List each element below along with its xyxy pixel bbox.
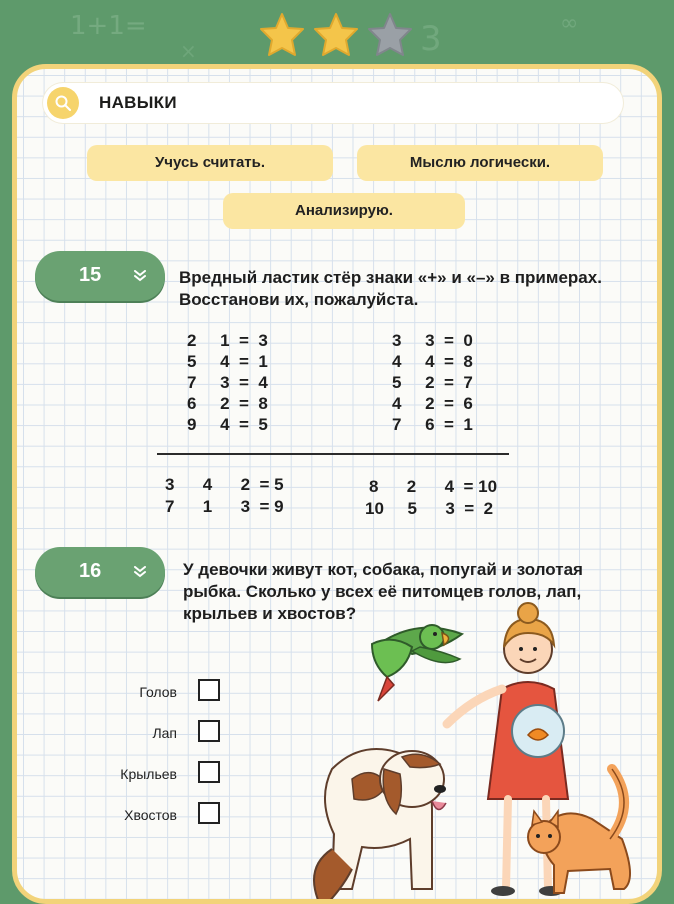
svg-text:×: ×	[180, 39, 197, 63]
task-15-line: Восстанови их, пожалуйста.	[179, 290, 419, 309]
answer-label: Голов	[139, 684, 177, 700]
equation: 8 2 4 = 10	[369, 477, 498, 496]
skills-bar	[43, 83, 623, 123]
search-icon	[47, 87, 79, 119]
chevron-down-icon	[133, 270, 147, 282]
answer-box-tails[interactable]	[198, 802, 220, 824]
dog-illustration	[314, 749, 446, 904]
answer-label: Лап	[152, 725, 177, 741]
task-16-line: рыбка. Сколько у всех её питомцев голов, лап,	[183, 582, 582, 601]
task-16-line: крыльев и хвостов?	[183, 604, 357, 623]
parrot-illustration	[372, 625, 462, 701]
skill-counting: Учусь считать.	[87, 145, 333, 181]
chevron-down-icon	[133, 566, 147, 578]
star-filled-icon	[312, 12, 360, 58]
skill-analysis: Анализирую.	[223, 193, 465, 229]
answer-box-paws[interactable]	[198, 720, 220, 742]
task-16-line: У девочки живут кот, собака, попугай и золотая	[183, 560, 583, 579]
divider-line	[157, 453, 509, 455]
skill-logic: Мыслю логически.	[357, 145, 603, 181]
equation: 3 3 = 0	[392, 331, 473, 350]
star-empty-icon	[366, 12, 414, 58]
answer-box-heads[interactable]	[198, 679, 220, 701]
equation: 5 2 = 7	[392, 373, 473, 392]
equation: 9 4 = 5	[187, 415, 268, 434]
pets-illustration	[292, 589, 652, 904]
answer-label: Крыльев	[120, 766, 177, 782]
equation: 3 4 2 = 5	[165, 475, 284, 494]
equation: 7 3 = 4	[187, 373, 268, 392]
equation: 5 4 = 1	[187, 352, 268, 371]
task-number: 15	[79, 264, 102, 286]
task-15-badge	[35, 251, 165, 301]
star-filled-icon	[258, 12, 306, 58]
task-16-badge	[35, 547, 165, 597]
task-15-line: Вредный ластик стёр знаки «+» и «–» в примерах.	[179, 268, 602, 287]
equation: 10 5 3 = 2	[365, 499, 494, 518]
equation: 2 1 = 3	[187, 331, 268, 350]
svg-text:1+1=: 1+1=	[70, 11, 147, 41]
workbook-page	[12, 64, 662, 904]
answer-label: Хвостов	[124, 807, 177, 823]
rating-stars	[258, 12, 414, 62]
equation: 4 2 = 6	[392, 394, 473, 413]
equation: 7 6 = 1	[392, 415, 473, 434]
task-15-text	[179, 267, 602, 311]
equation: 4 4 = 8	[392, 352, 473, 371]
task-number: 16	[79, 560, 102, 582]
svg-text:∞: ∞	[560, 11, 579, 36]
equation: 7 1 3 = 9	[165, 497, 284, 516]
svg-text:3: 3	[420, 19, 442, 59]
answer-box-wings[interactable]	[198, 761, 220, 783]
skills-title: НАВЫКИ	[99, 93, 177, 112]
equation: 6 2 = 8	[187, 394, 268, 413]
